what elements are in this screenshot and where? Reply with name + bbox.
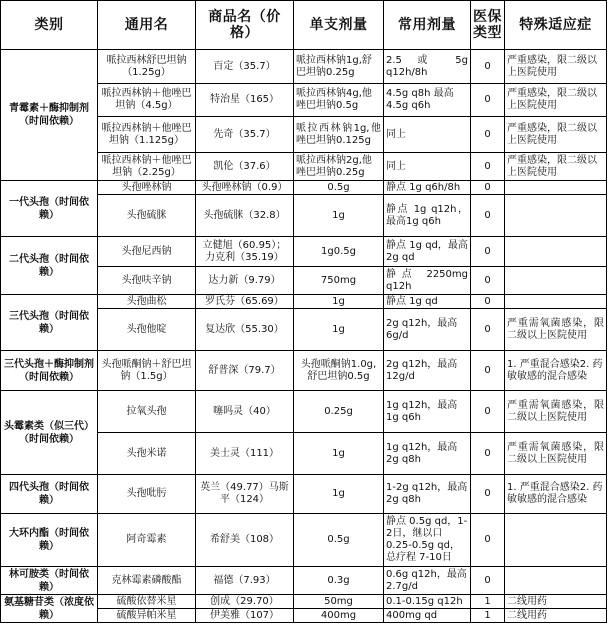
generic-name-cell: 硫酸依替米星	[98, 595, 196, 609]
category-cell: 大环内酯（时间依赖）	[1, 514, 98, 567]
insurance-cell: 0	[471, 195, 505, 237]
insurance-cell: 0	[471, 567, 505, 595]
header-brand-price: 商品名（价格）	[196, 1, 294, 50]
unit-dose-cell: 1g	[294, 295, 384, 309]
insurance-cell: 0	[471, 514, 505, 567]
table-row	[1, 181, 607, 195]
brand-cell: 先奇（35.7）	[196, 117, 294, 153]
generic-name-cell: 头孢呋辛钠	[98, 267, 196, 295]
unit-dose-cell: 哌拉西林钠1g,他唑巴坦钠0.125g	[294, 117, 384, 153]
table-row	[1, 50, 607, 84]
category-cell: 三代头孢（时间依赖）	[1, 295, 98, 351]
special-indication-cell: 严重感染，限二级以上医院使用	[505, 84, 607, 117]
insurance-cell: 0	[471, 84, 505, 117]
category-cell: 四代头孢（时间依赖）	[1, 475, 98, 514]
category-cell: 氨基糖苷类（浓度依赖）	[1, 595, 98, 623]
unit-dose-cell: 哌拉西林钠4g,他唑巴坦钠0.5g	[294, 84, 384, 117]
header-special-indication: 特殊适应症	[505, 1, 607, 50]
unit-dose-cell: 1g	[294, 433, 384, 475]
usual-dose-cell: 4.5g q8h 最高4.5g q6h	[384, 84, 471, 117]
generic-name-cell: 头孢曲松	[98, 295, 196, 309]
insurance-cell: 0	[471, 50, 505, 84]
generic-name-cell: 头孢唑林钠	[98, 181, 196, 195]
header-insurance-type: 医保类型	[471, 1, 505, 50]
brand-cell: 复达欣（55.30）	[196, 309, 294, 351]
unit-dose-cell: 0.25g	[294, 391, 384, 433]
category-cell: 三代头孢＋酶抑制剂（时间依赖）	[1, 351, 98, 391]
insurance-cell: 0	[471, 117, 505, 153]
insurance-cell: 0	[471, 351, 505, 391]
usual-dose-cell: 0.6g q12h，最高2.7g/d	[384, 567, 471, 595]
header-unit-dose: 单支剂量	[294, 1, 384, 50]
special-indication-cell: 严重需氧菌感染，限二级以上医院使用	[505, 309, 607, 351]
generic-name-cell: 硫酸异帕米星	[98, 609, 196, 623]
special-indication-cell: 严重感染，限二级以上医院使用	[505, 153, 607, 181]
unit-dose-cell: 0.5g	[294, 181, 384, 195]
usual-dose-cell: 静点 1g qd，最高2g qd	[384, 237, 471, 267]
header-usual-dose: 常用剂量	[384, 1, 471, 50]
brand-cell: 凯伦（37.6）	[196, 153, 294, 181]
special-indication-cell: 严重感染，限二级以上医院使用	[505, 117, 607, 153]
special-indication-cell	[505, 514, 607, 567]
usual-dose-cell: 同上	[384, 117, 471, 153]
brand-cell: 达力新（9.79）	[196, 267, 294, 295]
insurance-cell: 1	[471, 609, 505, 623]
generic-name-cell: 哌拉西林钠＋他唑巴坦钠（1.125g）	[98, 117, 196, 153]
unit-dose-cell: 1g0.5g	[294, 237, 384, 267]
brand-cell: 立健旭（60.95）；力克利（35.19）	[196, 237, 294, 267]
special-indication-cell	[505, 195, 607, 237]
unit-dose-cell: 50mg	[294, 595, 384, 609]
unit-dose-cell: 0.3g	[294, 567, 384, 595]
unit-dose-cell: 1g	[294, 475, 384, 514]
unit-dose-cell: 1g	[294, 195, 384, 237]
usual-dose-cell: 静点 1g q6h/8h	[384, 181, 471, 195]
brand-cell: 福德（7.93）	[196, 567, 294, 595]
brand-cell: 希舒美（108）	[196, 514, 294, 567]
table-row	[1, 475, 607, 514]
category-cell: 头霉素类（似三代）（时间依赖）	[1, 391, 98, 475]
special-indication-cell: 严重需氧菌感染，限二级以上医院使用	[505, 433, 607, 475]
table-row	[1, 514, 607, 567]
unit-dose-cell: 750mg	[294, 267, 384, 295]
generic-name-cell: 头孢哌酮钠＋舒巴坦钠（1.5g）	[98, 351, 196, 391]
category-cell: 青霉素＋酶抑制剂（时间依赖）	[1, 50, 98, 181]
brand-cell: 特治星（165）	[196, 84, 294, 117]
unit-dose-cell: 哌拉西林钠2g,他唑巴坦钠0.25g	[294, 153, 384, 181]
insurance-cell: 0	[471, 391, 505, 433]
brand-cell: 头孢唑林钠（0.9）	[196, 181, 294, 195]
table-row	[1, 391, 607, 433]
special-indication-cell	[505, 181, 607, 195]
usual-dose-cell: 2g q12h，最高6g/d	[384, 309, 471, 351]
insurance-cell: 0	[471, 237, 505, 267]
special-indication-cell: 严重需氧菌感染，限二级以上医院使用	[505, 391, 607, 433]
usual-dose-cell: 静点 1g qd	[384, 295, 471, 309]
generic-name-cell: 阿奇霉素	[98, 514, 196, 567]
usual-dose-cell: 同上	[384, 153, 471, 181]
insurance-cell: 0	[471, 181, 505, 195]
table-row	[1, 351, 607, 391]
generic-name-cell: 克林霉素磷酸酯	[98, 567, 196, 595]
generic-name-cell: 头孢尼西钠	[98, 237, 196, 267]
header-generic-name: 通用名	[98, 1, 196, 50]
table-row	[1, 595, 607, 609]
insurance-cell: 0	[471, 433, 505, 475]
usual-dose-cell: 静点 0.5g qd，1-2日，继以口0.25-0.5g qd，总疗程 7-10日	[384, 514, 471, 567]
unit-dose-cell: 哌拉西林钠1g,舒巴坦钠0.25g	[294, 50, 384, 84]
unit-dose-cell: 0.5g	[294, 514, 384, 567]
usual-dose-cell: 1g q12h，最高2g q8h	[384, 433, 471, 475]
special-indication-cell	[505, 237, 607, 267]
usual-dose-cell: 1-2g q12h，最高2g q8h	[384, 475, 471, 514]
usual-dose-cell: 1g q12h，最高1g q6h	[384, 391, 471, 433]
special-indication-cell: 1. 严重混合感染2. 药敏敏感的混合感染	[505, 475, 607, 514]
insurance-cell: 0	[471, 153, 505, 181]
generic-name-cell: 拉氧头孢	[98, 391, 196, 433]
unit-dose-cell: 头孢哌酮钠1.0g,舒巴坦钠0.5g	[294, 351, 384, 391]
insurance-cell: 0	[471, 267, 505, 295]
generic-name-cell: 头孢硫脒	[98, 195, 196, 237]
brand-cell: 英兰（49.77）马斯平（124）	[196, 475, 294, 514]
special-indication-cell: 1. 严重混合感染2. 药敏敏感的混合感染	[505, 351, 607, 391]
table-row	[1, 237, 607, 267]
table-row	[1, 295, 607, 309]
usual-dose-cell: 2g q12h，最高12g/d	[384, 351, 471, 391]
brand-cell: 头孢硫脒（32.8）	[196, 195, 294, 237]
category-cell: 二代头孢（时间依赖）	[1, 237, 98, 295]
generic-name-cell: 头孢他啶	[98, 309, 196, 351]
category-cell: 林可胺类（时间依赖）	[1, 567, 98, 595]
usual-dose-cell: 2.5 或 5g q12h/8h	[384, 50, 471, 84]
insurance-cell: 0	[471, 295, 505, 309]
unit-dose-cell: 400mg	[294, 609, 384, 623]
generic-name-cell: 头孢米诺	[98, 433, 196, 475]
brand-cell: 伊美雅（107）	[196, 609, 294, 623]
insurance-cell: 1	[471, 595, 505, 609]
usual-dose-cell: 0.1-0.15g q12h	[384, 595, 471, 609]
header-category: 类别	[1, 1, 98, 50]
brand-cell: 百定（35.7）	[196, 50, 294, 84]
brand-cell: 噻吗灵（40）	[196, 391, 294, 433]
special-indication-cell	[505, 567, 607, 595]
usual-dose-cell: 静点 2250mg q12h	[384, 267, 471, 295]
unit-dose-cell: 1g	[294, 309, 384, 351]
usual-dose-cell: 静点 1g q12h，最高1g q6h	[384, 195, 471, 237]
special-indication-cell	[505, 267, 607, 295]
brand-cell: 美士灵（111）	[196, 433, 294, 475]
table-row	[1, 567, 607, 595]
insurance-cell: 0	[471, 475, 505, 514]
special-indication-cell: 二线用药	[505, 609, 607, 623]
generic-name-cell: 哌拉西林钠＋他唑巴坦钠（2.25g）	[98, 153, 196, 181]
brand-cell: 创成（29.70）	[196, 595, 294, 609]
generic-name-cell: 哌拉西林舒巴坦钠（1.25g）	[98, 50, 196, 84]
generic-name-cell: 哌拉西林钠＋他唑巴坦钠（4.5g）	[98, 84, 196, 117]
brand-cell: 舒普深（79.7）	[196, 351, 294, 391]
special-indication-cell: 严重感染，限二级以上医院使用	[505, 50, 607, 84]
brand-cell: 罗氏芬（65.69）	[196, 295, 294, 309]
insurance-cell: 0	[471, 309, 505, 351]
special-indication-cell: 二线用药	[505, 595, 607, 609]
usual-dose-cell: 400mg qd	[384, 609, 471, 623]
generic-name-cell: 头孢吡肟	[98, 475, 196, 514]
special-indication-cell	[505, 295, 607, 309]
header-row	[1, 1, 607, 50]
category-cell: 一代头孢（时间依赖）	[1, 181, 98, 237]
